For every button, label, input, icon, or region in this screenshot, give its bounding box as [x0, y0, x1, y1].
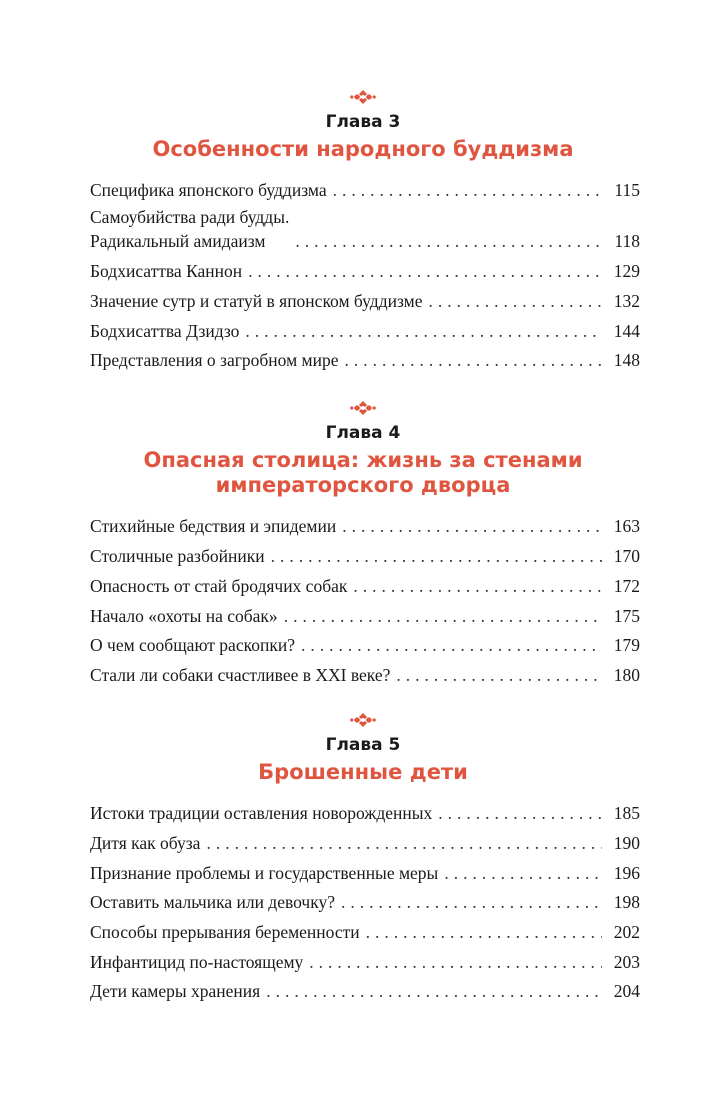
page-number: 203	[613, 952, 640, 972]
chapter-label: Глава 3	[325, 112, 401, 132]
dot-leader	[366, 920, 602, 944]
chapter-3-header	[0, 89, 726, 162]
toc-entry[interactable]	[90, 172, 640, 202]
entry-title: Столичные разбойники	[90, 546, 265, 566]
page-number: 144	[613, 321, 640, 341]
red-floral-ornament-icon	[350, 89, 376, 105]
entry-title: Значение сутр и статуй в японском буддизме	[90, 291, 423, 311]
toc-entry[interactable]	[90, 343, 640, 372]
toc-entry[interactable]	[90, 538, 640, 568]
page-number: 118	[614, 231, 640, 251]
entry-title: Бодхисаттва Каннон	[90, 261, 243, 281]
toc-entry[interactable]	[90, 628, 640, 657]
dot-leader	[333, 178, 602, 202]
chapter-title: Брошенные дети	[258, 760, 468, 784]
toc-entry[interactable]	[90, 568, 640, 598]
toc-entry[interactable]	[90, 657, 640, 687]
dot-leader	[206, 831, 602, 855]
toc-entry[interactable]	[90, 253, 640, 283]
page-number: 172	[613, 576, 640, 596]
page-number: 204	[613, 981, 640, 1001]
dot-leader	[341, 890, 602, 914]
entry-title: Стихийные бедствия и эпидемии	[90, 516, 337, 536]
entry-title: Способы прерывания беременности	[90, 922, 360, 942]
page-number: 196	[613, 863, 640, 883]
chapter-3-entries	[90, 172, 640, 372]
entry-title: Стали ли собаки счастливее в XXI веке?	[90, 665, 391, 685]
page-number: 129	[613, 261, 640, 281]
entry-title: О чем сообщают раскопки?	[90, 635, 295, 655]
chapter-title-line-1: Опасная столица: жизнь за стенами	[143, 448, 583, 472]
page-number: 190	[613, 833, 640, 853]
chapter-5-header	[0, 712, 726, 785]
page-number: 148	[613, 350, 640, 370]
toc-entry[interactable]	[90, 795, 640, 825]
entry-title: Истоки традиции оставления новорожденных	[90, 803, 433, 823]
dot-leader	[345, 348, 603, 372]
entry-title: Признание проблемы и государственные меры	[90, 863, 439, 883]
dot-leader	[295, 229, 602, 253]
dot-leader	[271, 544, 602, 568]
chapter-4-entries	[90, 508, 640, 687]
chapter-label: Глава 5	[325, 735, 401, 755]
chapter-title: Особенности народного буддизма	[152, 137, 574, 161]
entry-title: Специфика японского буддизма	[90, 180, 327, 200]
page-number: 115	[614, 180, 640, 200]
page-number: 170	[613, 546, 640, 566]
entry-title: Дети камеры хранения	[90, 981, 261, 1001]
entry-title: Бодхисаттва Дзидзо	[90, 321, 240, 341]
toc-entry[interactable]	[90, 944, 640, 974]
dot-leader	[342, 514, 602, 538]
dot-leader	[245, 319, 602, 343]
page-number: 132	[613, 291, 640, 311]
entry-title: Оставить мальчика или девочку?	[90, 892, 335, 912]
chapter-label: Глава 4	[325, 423, 401, 443]
toc-entry[interactable]	[90, 283, 640, 313]
dot-leader	[266, 979, 602, 1003]
dot-leader	[284, 604, 602, 628]
toc-entry[interactable]	[90, 598, 640, 628]
toc-entry[interactable]	[90, 825, 640, 855]
entry-title: Дитя как обуза	[90, 833, 201, 853]
page-number: 180	[613, 665, 640, 685]
dot-leader	[301, 633, 602, 657]
dot-leader	[428, 289, 602, 313]
page-number: 185	[613, 803, 640, 823]
page-number: 198	[613, 892, 640, 912]
chapter-4-header	[0, 400, 726, 498]
page-number: 179	[613, 635, 640, 655]
red-floral-ornament-icon	[350, 712, 376, 728]
dot-leader	[444, 861, 602, 885]
toc-entry[interactable]	[90, 974, 640, 1003]
toc-entry[interactable]	[90, 855, 640, 885]
dot-leader	[353, 574, 602, 598]
entry-title: Начало «охоты на собак»	[90, 606, 278, 626]
page-number: 163	[613, 516, 640, 536]
entry-title: Опасность от стай бродячих собак	[90, 576, 348, 596]
dot-leader	[438, 801, 602, 825]
chapter-title-line-2: императорского дворца	[215, 473, 511, 497]
entry-title: Инфантицид по-настоящему	[90, 952, 304, 972]
toc-entry[interactable]	[90, 508, 640, 538]
dot-leader	[309, 950, 602, 974]
chapter-5-entries	[90, 795, 640, 1003]
red-floral-ornament-icon	[350, 400, 376, 416]
entry-title: Представления о загробном мире	[90, 350, 339, 370]
dot-leader	[248, 259, 602, 283]
page-number: 175	[613, 606, 640, 626]
toc-entry[interactable]	[90, 914, 640, 944]
entry-title: Самоубийства ради будды. Радикальный амидаизм	[90, 207, 290, 251]
page-number: 202	[613, 922, 640, 942]
toc-entry[interactable]	[90, 885, 640, 914]
dot-leader	[396, 663, 602, 687]
toc-entry[interactable]	[90, 313, 640, 343]
toc-entry[interactable]	[90, 202, 640, 253]
